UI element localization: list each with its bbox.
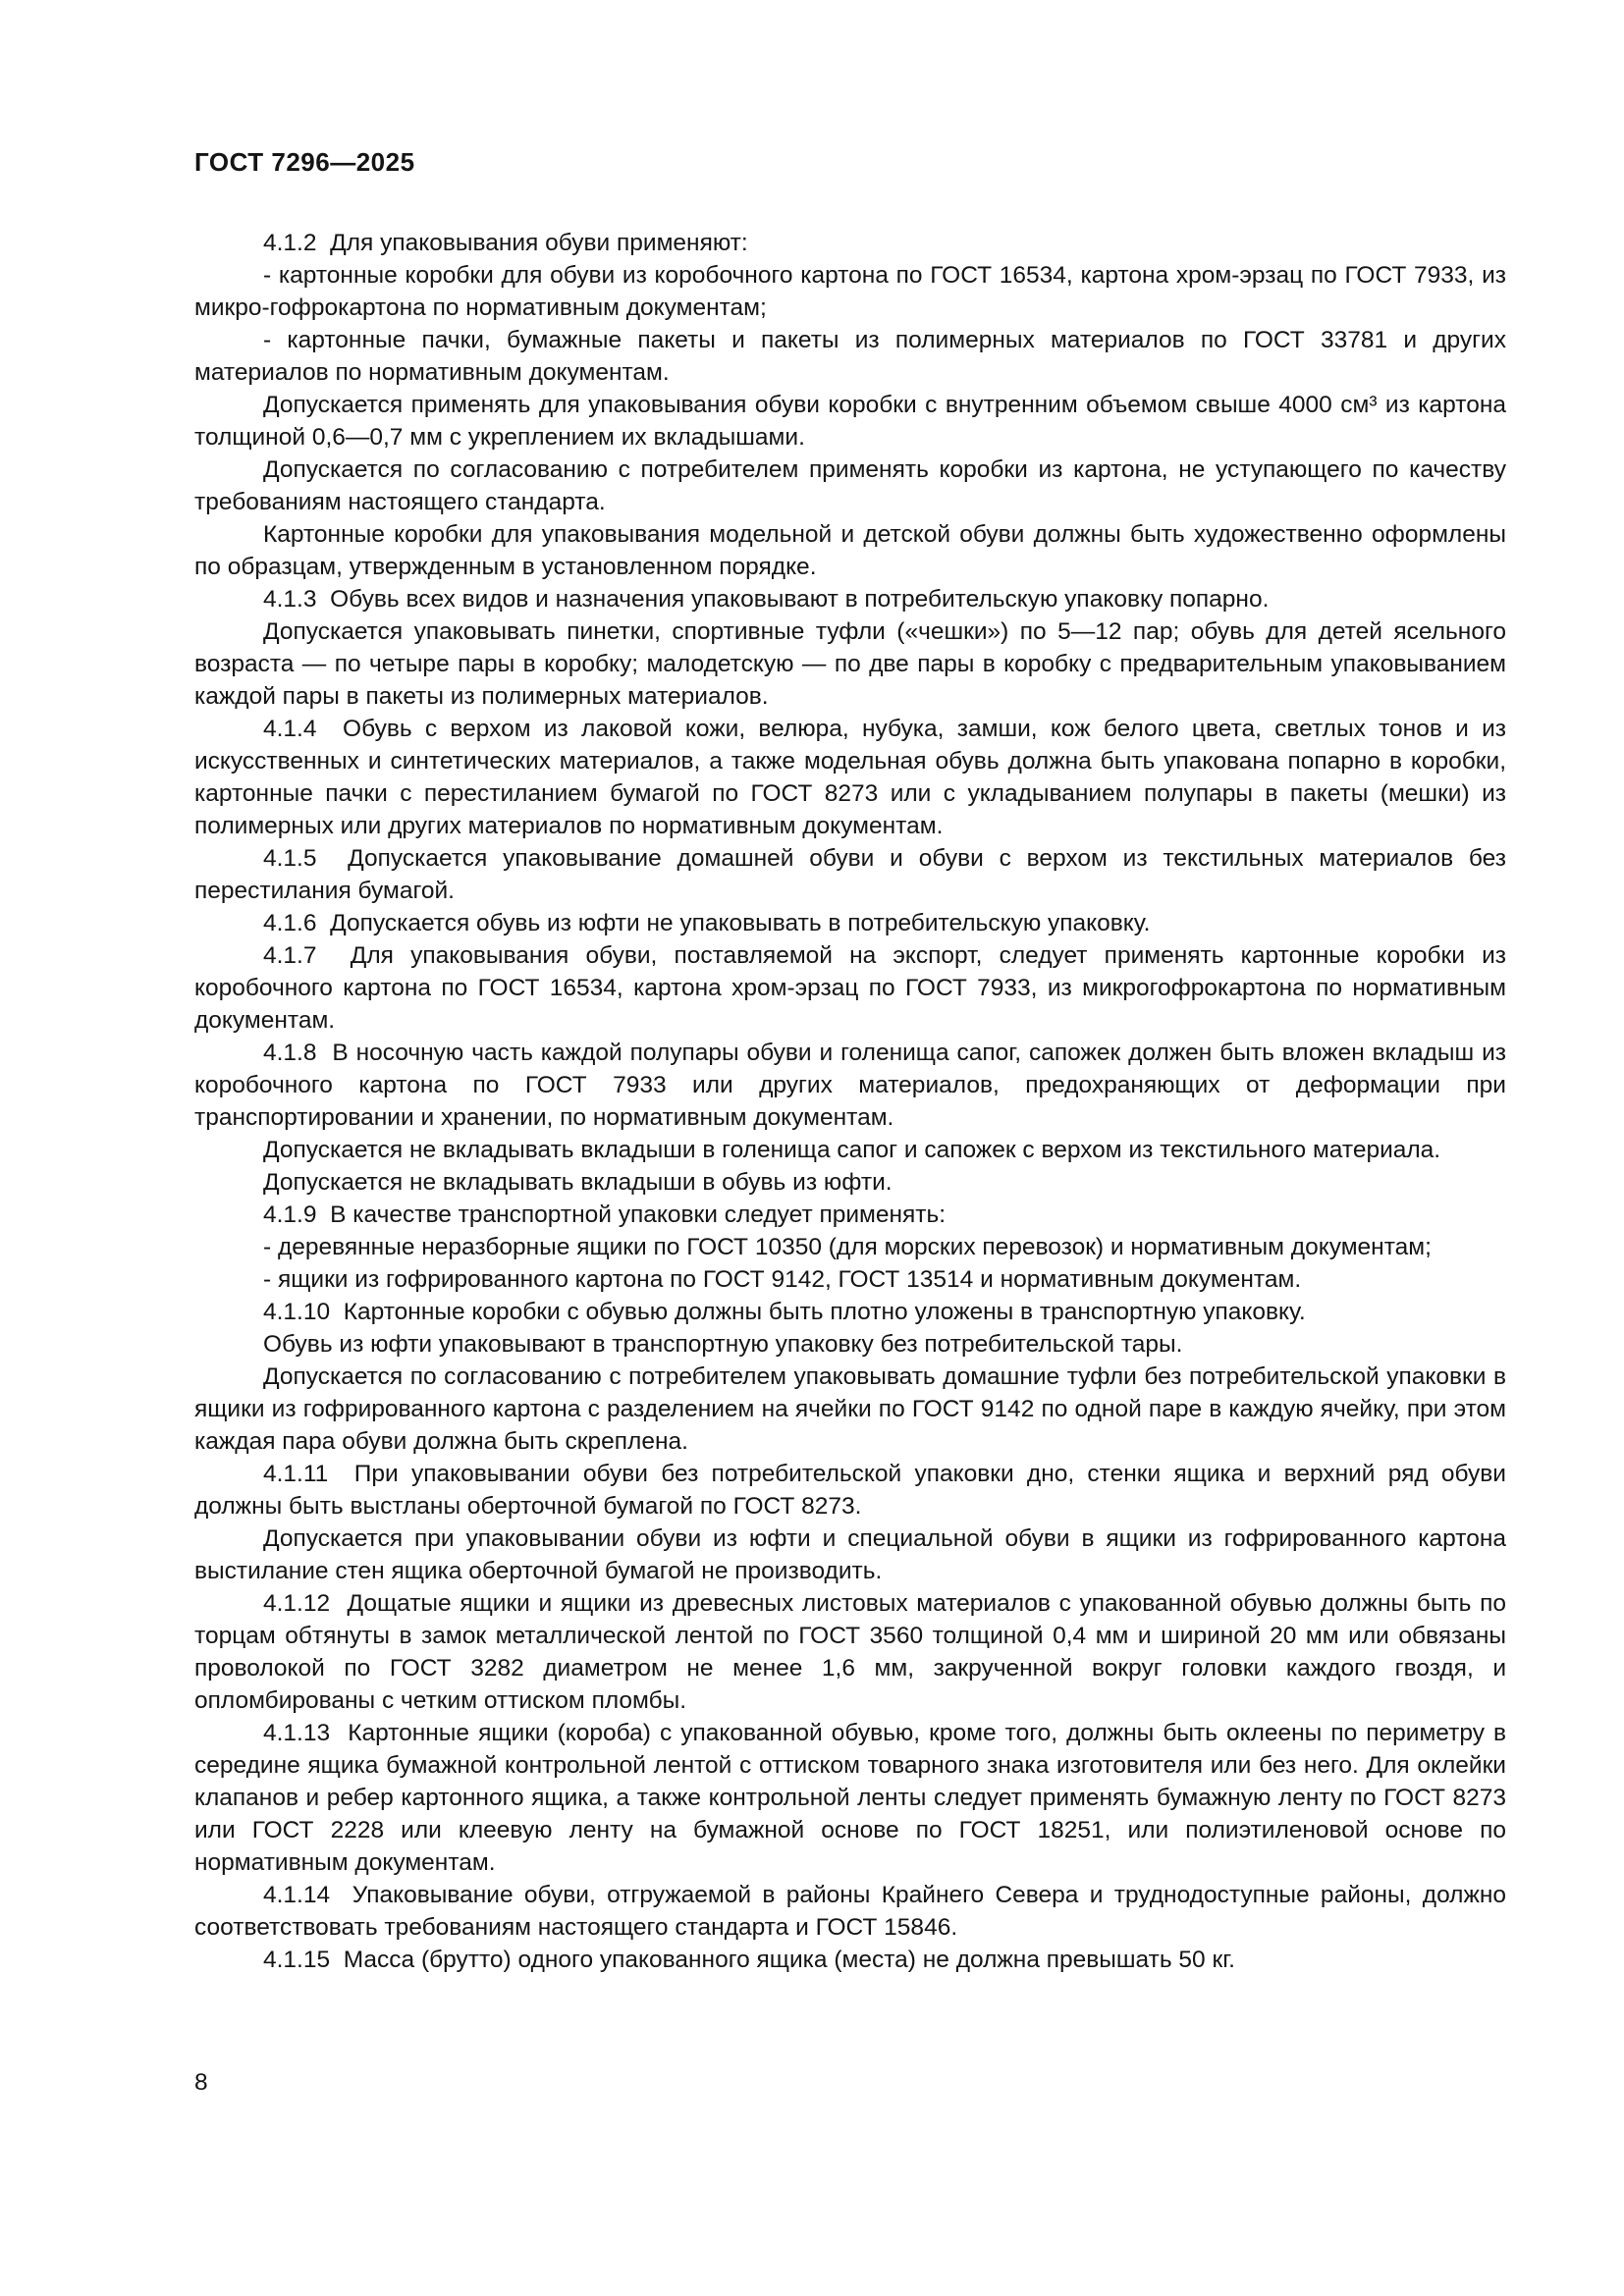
paragraph-4-1-9: 4.1.9 В качестве транспортной упаковки следует применять: xyxy=(263,1201,947,1228)
document-header-designation: ГОСТ 7296—2025 xyxy=(194,147,415,177)
paragraph-list-item: - картонные пачки, бумажные пакеты и пакеты из полимерных материалов по ГОСТ 33781 и других материалов по нормативным документам. xyxy=(194,327,1506,386)
paragraph: Картонные коробки для упаковывания модельной и детской обуви должны быть художественно оформлены по образцам, утвержденным в установленном порядке. xyxy=(194,521,1506,580)
paragraph: Допускается упаковывать пинетки, спортивные туфли («чешки») по 5—12 пар; обувь для детей ясельного возраста — по четыре пары в коробку; малодетскую — по две пары в коробку с предварительным упаковыванием каждой пары в пакеты из полимерных материалов. xyxy=(194,618,1506,710)
paragraph: Допускается по согласованию с потребителем применять коробки из картона, не уступающего по качеству требованиям настоящего стандарта. xyxy=(194,456,1506,515)
paragraph-4-1-7: 4.1.7 Для упаковывания обуви, поставляемой на экспорт, следует применять картонные коробки из коробочного картона по ГОСТ 16534, картона хром-эрзац по ГОСТ 7933, из микрогофрокартона по нормативным документам. xyxy=(194,942,1506,1034)
paragraph-list-item: - картонные коробки для обуви из коробочного картона по ГОСТ 16534, картона хром-эрзац по ГОСТ 7933, из микро-гофрокартона по нормативным документам; xyxy=(194,262,1506,321)
paragraph: Допускается при упаковывании обуви из юфти и специальной обуви в ящики из гофрированного картона выстилание стен ящика оберточной бумагой не производить. xyxy=(194,1525,1506,1584)
paragraph-4-1-15: 4.1.15 Масса (брутто) одного упакованного ящика (места) не должна превышать 50 кг. xyxy=(263,1947,1235,1973)
paragraph: Обувь из юфти упаковывают в транспортную упаковку без потребительской тары. xyxy=(263,1331,1183,1358)
paragraph-list-item: - деревянные неразборные ящики по ГОСТ 10350 (для морских перевозок) и нормативным документам; xyxy=(263,1234,1432,1260)
paragraph-4-1-2: 4.1.2 Для упаковывания обуви применяют: xyxy=(263,230,748,256)
paragraph-4-1-8: 4.1.8 В носочную часть каждой полупары обуви и голенища сапог, сапожек должен быть вложен вкладыш из коробочного картона по ГОСТ 7933 или других материалов, предохраняющих от деформации при транспортировании и хранении, по нормативным документам. xyxy=(194,1040,1506,1131)
paragraph-4-1-10: 4.1.10 Картонные коробки с обувью должны быть плотно уложены в транспортную упаковку. xyxy=(263,1299,1306,1325)
paragraph-list-item: - ящики из гофрированного картона по ГОСТ 9142, ГОСТ 13514 и нормативным документам. xyxy=(263,1266,1302,1293)
page-number: 8 xyxy=(194,2069,208,2096)
paragraph-4-1-13: 4.1.13 Картонные ящики (короба) с упакованной обувью, кроме того, должны быть оклеены по периметру в середине ящика бумажной контрольной лентой с оттиском товарного знака изготовителя или без него. Для оклейки клапанов и ребер картонного ящика, а также контрольной ленты следует применять бумажную ленту по ГОСТ 8273 или ГОСТ 2228 или клеевую ленту на бумажной основе по ГОСТ 18251, или полиэтиленовой основе по нормативным документам. xyxy=(194,1720,1506,1876)
paragraph-4-1-12: 4.1.12 Дощатые ящики и ящики из древесных листовых материалов с упакованной обувью должны быть по торцам обтянуты в замок металлической лентой по ГОСТ 3560 толщиной 0,4 мм и шириной 20 мм или обвязаны проволокой по ГОСТ 3282 диаметром не менее 1,6 мм, закрученной вокруг головки каждого гвоздя, и опломбированы с четким оттиском пломбы. xyxy=(194,1590,1506,1714)
paragraph-4-1-6: 4.1.6 Допускается обувь из юфти не упаковывать в потребительскую упаковку. xyxy=(263,910,1151,936)
paragraph-4-1-11: 4.1.11 При упаковывании обуви без потребительской упаковки дно, стенки ящика и верхний ряд обуви должны быть выстланы оберточной бумагой по ГОСТ 8273. xyxy=(194,1461,1506,1520)
paragraph-4-1-3: 4.1.3 Обувь всех видов и назначения упаковывают в потребительскую упаковку попарно. xyxy=(263,586,1270,613)
paragraph: Допускается применять для упаковывания обуви коробки с внутренним объемом свыше 4000 см³ из картона толщиной 0,6—0,7 мм с укреплением их вкладышами. xyxy=(194,392,1506,451)
paragraph-4-1-5: 4.1.5 Допускается упаковывание домашней обуви и обуви с верхом из текстильных материалов без перестилания бумагой. xyxy=(194,845,1506,904)
paragraph-4-1-4: 4.1.4 Обувь с верхом из лаковой кожи, велюра, нубука, замши, кож белого цвета, светлых тонов и из искусственных и синтетических материалов, а также модельная обувь должна быть упакована попарно в коробки, картонные пачки с перестиланием бумагой по ГОСТ 8273 или с укладыванием полупары в пакеты (мешки) из полимерных или других материалов по нормативным документам. xyxy=(194,716,1506,839)
paragraph: Допускается не вкладывать вкладыши в голенища сапог и сапожек с верхом из текстильного материала. xyxy=(263,1137,1441,1163)
paragraph: Допускается по согласованию с потребителем упаковывать домашние туфли без потребительской упаковки в ящики из гофрированного картона с разделением на ячейки по ГОСТ 9142 по одной паре в каждую ячейку, при этом каждая пара обуви должна быть скреплена. xyxy=(194,1363,1506,1455)
paragraph: Допускается не вкладывать вкладыши в обувь из юфти. xyxy=(263,1169,893,1196)
paragraph-4-1-14: 4.1.14 Упаковывание обуви, отгружаемой в районы Крайнего Севера и труднодоступные районы, должно соответствовать требованиям настоящего стандарта и ГОСТ 15846. xyxy=(194,1882,1506,1941)
document-body xyxy=(194,227,1506,1976)
